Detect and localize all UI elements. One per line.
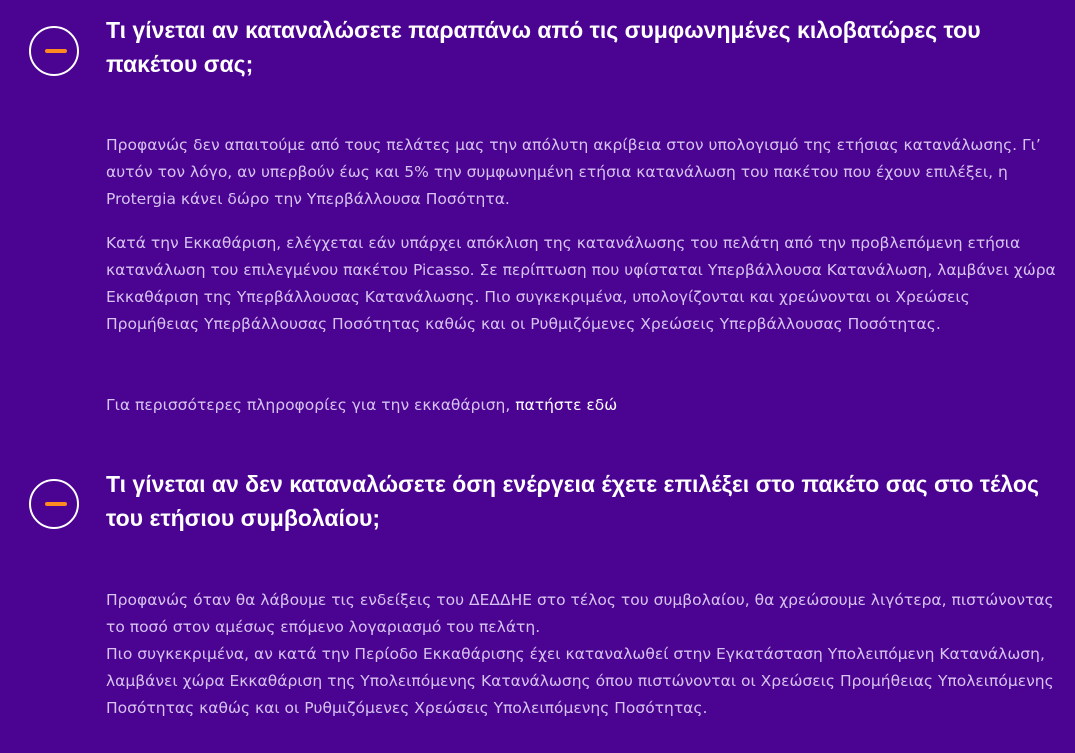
faq-answer-1-more-info <box>106 392 1056 419</box>
faq-answer-2-paragraph-2: Πιο συγκεκριμένα, αν κατά την Περίοδο Εκκαθάρισης έχει καταναλωθεί στην Εγκατάσταση Υπολειπόμενη Κατανάλωση, λαμβάνει χώρα Εκκαθάριση της Υπολειπόμενης Κατανάλωσης όπου πιστώνονται οι Χρεώσεις Προμήθειας Υπολειπόμενης Ποσότητας καθώς και οι Ρυθμιζόμενες Χρεώσεις Υπολειπόμενης Ποσότητας. <box>106 645 1054 717</box>
more-info-text: Για περισσότερες πληροφορίες για την εκκαθάριση, <box>106 396 516 414</box>
faq-question-2[interactable]: Τι γίνεται αν δεν καταναλώσετε όση ενέργεια έχετε επιλέξει στο πακέτο σας στο τέλος του ετήσιου συμβολαίου; <box>106 471 1039 531</box>
faq-answer-1-paragraph-1: Προφανώς δεν απαιτούμε από τους πελάτες μας την απόλυτη ακρίβεια στον υπολογισμό της ετήσιας κατανάλωσης. Γι’ αυτόν τον λόγο, αν υπερβούν έως και 5% την συμφωνημένη ετήσια κατανάλωση του πακέτου που έχουν επιλέξει, η Protergia κάνει δώρο την Υπερβάλλουσα Ποσότητα. <box>106 136 1041 208</box>
collapse-toggle-1[interactable] <box>29 26 79 76</box>
faq-question-1[interactable]: Τι γίνεται αν καταναλώσετε παραπάνω από τις συμφωνημένες κιλοβατώρες του πακέτου σας; <box>106 17 981 77</box>
faq-answer-1-paragraph-2: Κατά την Εκκαθάριση, ελέγχεται εάν υπάρχει απόκλιση της κατανάλωσης του πελάτη από την προβλεπόμενη ετήσια κατανάλωση του επιλεγμένου πακέτου Picasso. Σε περίπτωση που υφίσταται Υπερβάλλουσα Κατανάλωση, λαμβάνει χώρα Εκκαθάριση της Υπερβάλλουσας Κατανάλωσης. Πιο συγκεκριμένα, υπολογίζονται και χρεώνονται οι Χρεώσεις Προμήθειας Υπερβάλλουσας Ποσότητας καθώς και οι Ρυθμιζόμενες Χρεώσεις Υπερβάλλουσας Ποσότητας. <box>106 234 1056 333</box>
collapse-toggle-2[interactable] <box>29 479 79 529</box>
click-here-link[interactable]: πατήστε εδώ <box>515 396 618 414</box>
minus-icon <box>45 49 67 53</box>
minus-icon <box>45 502 67 506</box>
faq-answer-2-paragraph-1: Προφανώς όταν θα λάβουμε τις ενδείξεις του ΔΕΔΔΗΕ στο τέλος του συμβολαίου, θα χρεώσουμε λιγότερα, πιστώνοντας το ποσό στον αμέσως επόμενο λογαριασμό του πελάτη. <box>106 591 1054 636</box>
